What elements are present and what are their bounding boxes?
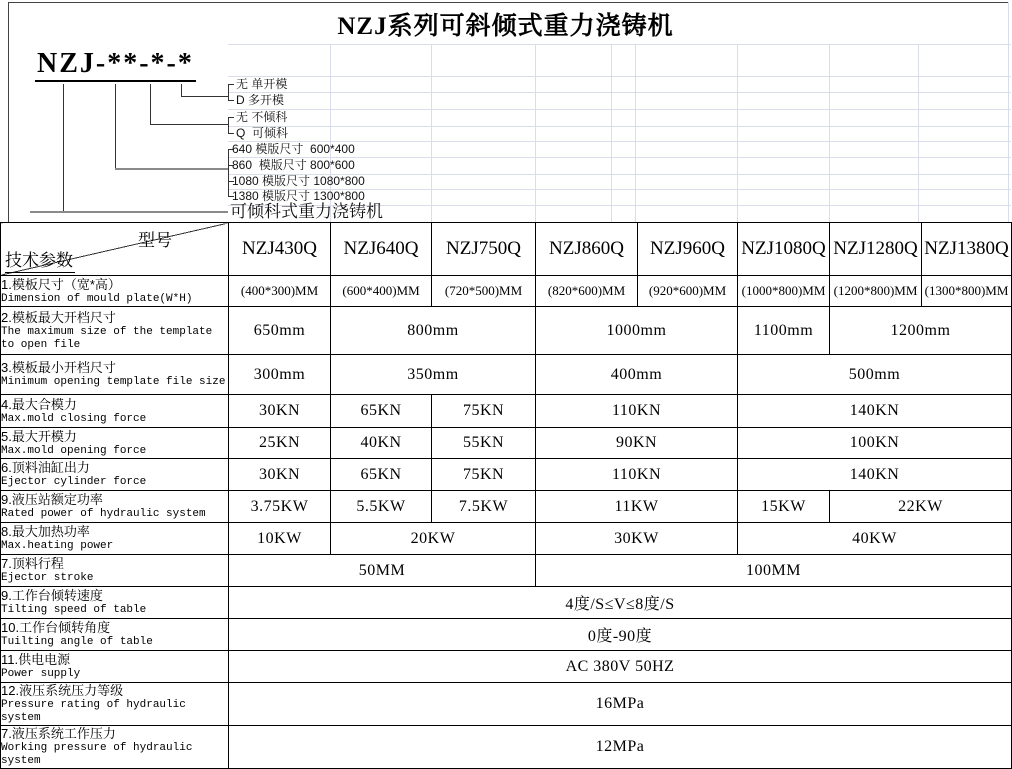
param-value: 22KW bbox=[830, 491, 1012, 523]
table-row bbox=[1, 428, 1012, 459]
gridline bbox=[829, 44, 830, 222]
table-row bbox=[1, 355, 1012, 395]
param-value: 30KW bbox=[536, 523, 738, 555]
param-value: 30KN bbox=[229, 459, 331, 491]
param-value: (720*500)MM bbox=[432, 276, 536, 307]
column-header: NZJ960Q bbox=[638, 223, 738, 276]
param-value: 400mm bbox=[536, 355, 738, 395]
param-label-zh: 8.最大加热功率 bbox=[1, 524, 90, 539]
diagram-option-mold-open-type: 无 单开模 bbox=[236, 77, 288, 91]
param-label-en: Max.mold closing force bbox=[1, 412, 147, 425]
param-value: (600*400)MM bbox=[331, 276, 432, 307]
bracket-tick bbox=[228, 100, 234, 101]
param-label bbox=[1, 428, 229, 459]
param-value: 110KN bbox=[536, 395, 738, 428]
param-value: (920*600)MM bbox=[638, 276, 738, 307]
param-label bbox=[1, 523, 229, 555]
tree-line bbox=[115, 168, 228, 170]
param-label-en: Ejector cylinder force bbox=[1, 476, 147, 488]
param-value: 350mm bbox=[331, 355, 536, 395]
param-value: AC 380V 50HZ bbox=[229, 651, 1012, 683]
corner-label-model: 型号 bbox=[138, 231, 172, 250]
param-value: 50MM bbox=[229, 555, 536, 587]
param-label-zh: 1.模板尺寸（宽*高） bbox=[1, 276, 121, 292]
bracket-tick bbox=[228, 117, 234, 118]
param-label bbox=[1, 491, 229, 523]
param-label-zh: 9.工作台倾转速度 bbox=[1, 588, 103, 603]
param-label-en: Power supply bbox=[1, 668, 81, 680]
gridline bbox=[611, 44, 612, 222]
model-code: NZJ-**-*-* bbox=[35, 49, 196, 82]
param-label-en: Pressure rating of hydraulic system bbox=[1, 699, 186, 724]
param-label-zh: 12.液压系统压力等级 bbox=[1, 683, 124, 698]
param-label bbox=[1, 651, 229, 683]
column-header: NZJ1280Q bbox=[830, 223, 922, 276]
param-label bbox=[1, 726, 229, 769]
bracket-tick bbox=[228, 84, 234, 85]
table-row bbox=[1, 459, 1012, 491]
param-label-en: Rated power of hydraulic system bbox=[1, 508, 206, 520]
table-row bbox=[1, 651, 1012, 683]
param-value: 0度-90度 bbox=[229, 619, 1012, 651]
param-value: 500mm bbox=[738, 355, 1012, 395]
table-row bbox=[1, 491, 1012, 523]
column-header: NZJ750Q bbox=[432, 223, 536, 276]
param-value: 25KN bbox=[229, 428, 331, 459]
sheet-top-border bbox=[8, 2, 1008, 3]
gridline bbox=[228, 126, 1011, 127]
table-row bbox=[1, 523, 1012, 555]
corner-label-params: 技术参数 bbox=[5, 246, 75, 273]
param-label-zh: 5.最大开模力 bbox=[1, 428, 77, 444]
diagram-option-template-size: 1080 模版尺寸 1080*800 bbox=[232, 174, 365, 188]
table-row bbox=[1, 395, 1012, 428]
param-label-zh: 7.液压系统工作压力 bbox=[1, 726, 116, 741]
diagram-option-template-size: 860 模版尺寸 800*600 bbox=[232, 158, 355, 172]
gridline bbox=[228, 76, 1011, 77]
machine-name-label: 可倾科式重力浇铸机 bbox=[230, 202, 383, 221]
param-value: 1000mm bbox=[536, 307, 738, 355]
param-label-zh: 4.最大合模力 bbox=[1, 396, 77, 412]
diagram-option-mold-open-type: D 多开模 bbox=[236, 93, 285, 107]
param-label-zh: 2.模板最大开档尺寸 bbox=[1, 309, 116, 325]
param-value: 140KN bbox=[738, 395, 1012, 428]
diagram-option-tilt-type: Q 可倾科 bbox=[236, 126, 289, 140]
param-value: 11KW bbox=[536, 491, 738, 523]
bracket-tick bbox=[228, 133, 234, 134]
tree-line bbox=[181, 84, 182, 96]
column-header: NZJ1380Q bbox=[922, 223, 1012, 276]
param-label bbox=[1, 355, 229, 395]
tree-line bbox=[181, 96, 228, 97]
param-value: 65KN bbox=[331, 395, 432, 428]
spec-table bbox=[0, 222, 1012, 769]
param-label bbox=[1, 555, 229, 587]
tree-line bbox=[115, 84, 116, 169]
gridline bbox=[228, 92, 1011, 93]
tree-line bbox=[150, 84, 151, 124]
param-label-zh: 10.工作台倾转角度 bbox=[1, 620, 111, 635]
param-value: 75KN bbox=[432, 395, 536, 428]
param-value: 100MM bbox=[536, 555, 1012, 587]
param-label-zh: 6.顶料油缸出力 bbox=[1, 460, 90, 475]
diagram-option-template-size: 640 模版尺寸 600*400 bbox=[232, 142, 355, 156]
param-value: 75KN bbox=[432, 459, 536, 491]
param-value: 16MPa bbox=[229, 683, 1012, 726]
param-label bbox=[1, 619, 229, 651]
param-value: 15KW bbox=[738, 491, 830, 523]
param-label-zh: 9.液压站额定功率 bbox=[1, 492, 103, 507]
param-label-en: Tilting speed of table bbox=[1, 604, 147, 616]
table-row bbox=[1, 683, 1012, 726]
param-value: 110KN bbox=[536, 459, 738, 491]
param-label-zh: 11.供电电源 bbox=[1, 652, 71, 667]
param-value: 3.75KW bbox=[229, 491, 331, 523]
table-row bbox=[1, 555, 1012, 587]
column-header: NZJ640Q bbox=[331, 223, 432, 276]
param-label bbox=[1, 395, 229, 428]
param-value: 40KN bbox=[331, 428, 432, 459]
param-value: 650mm bbox=[229, 307, 331, 355]
param-label-en: Ejector stroke bbox=[1, 572, 94, 584]
param-value: 300mm bbox=[229, 355, 331, 395]
gridline bbox=[918, 44, 919, 222]
gridline bbox=[635, 44, 636, 222]
param-label bbox=[1, 459, 229, 491]
bracket-line bbox=[228, 149, 229, 197]
param-label-en: Dimension of mould plate(W*H) bbox=[1, 292, 193, 305]
param-label-en: Minimum opening template file size bbox=[1, 376, 226, 388]
gridline bbox=[737, 44, 738, 222]
param-value: 1200mm bbox=[830, 307, 1012, 355]
param-label bbox=[1, 276, 229, 307]
tree-line bbox=[150, 124, 228, 125]
param-value: (1200*800)MM bbox=[830, 276, 922, 307]
bracket-line bbox=[228, 117, 229, 134]
param-value: 100KN bbox=[738, 428, 1012, 459]
diagram-option-template-size: 1380 模版尺寸 1300*800 bbox=[232, 189, 365, 203]
table-row bbox=[1, 726, 1012, 769]
param-value: 10KW bbox=[229, 523, 331, 555]
param-value: (1000*800)MM bbox=[738, 276, 830, 307]
bracket-line bbox=[228, 84, 229, 101]
table-row bbox=[1, 276, 1012, 307]
column-header: NZJ1080Q bbox=[738, 223, 830, 276]
param-value: 4度/S≤V≤8度/S bbox=[229, 587, 1012, 619]
tree-line bbox=[63, 84, 64, 212]
param-value: 90KN bbox=[536, 428, 738, 459]
param-value: 12MPa bbox=[229, 726, 1012, 769]
param-value: 7.5KW bbox=[432, 491, 536, 523]
page-title: NZJ系列可斜倾式重力浇铸机 bbox=[337, 13, 674, 40]
param-value: 1100mm bbox=[738, 307, 830, 355]
param-label bbox=[1, 587, 229, 619]
param-label-en: Max.mold opening force bbox=[1, 444, 147, 457]
table-row bbox=[1, 619, 1012, 651]
param-value: 140KN bbox=[738, 459, 1012, 491]
table-row bbox=[1, 307, 1012, 355]
param-value: (820*600)MM bbox=[536, 276, 638, 307]
param-value: (1300*800)MM bbox=[922, 276, 1012, 307]
column-header: NZJ860Q bbox=[536, 223, 638, 276]
param-label-en: The maximum size of the template to open file bbox=[1, 325, 213, 351]
param-label-en: Working pressure of hydraulic system bbox=[1, 742, 193, 767]
param-value: 20KW bbox=[331, 523, 536, 555]
param-label-en: Max.heating power bbox=[1, 540, 114, 552]
param-label-zh: 3.模板最小开档尺寸 bbox=[1, 360, 116, 375]
table-header-row bbox=[1, 223, 1012, 276]
gridline bbox=[228, 44, 1011, 45]
param-label bbox=[1, 683, 229, 726]
corner-cell bbox=[1, 223, 229, 276]
gridline bbox=[431, 44, 432, 222]
param-label bbox=[1, 307, 229, 355]
param-value: (400*300)MM bbox=[229, 276, 331, 307]
param-value: 5.5KW bbox=[331, 491, 432, 523]
tree-line bbox=[30, 211, 228, 213]
gridline bbox=[535, 44, 536, 222]
table-row bbox=[1, 587, 1012, 619]
diagram-option-tilt-type: 无 不倾科 bbox=[236, 110, 288, 124]
model-code-diagram bbox=[0, 44, 1011, 222]
param-label-zh: 7.顶料行程 bbox=[1, 556, 64, 571]
param-value: 65KN bbox=[331, 459, 432, 491]
gridline bbox=[228, 109, 1011, 110]
column-header: NZJ430Q bbox=[229, 223, 331, 276]
param-value: 800mm bbox=[331, 307, 536, 355]
param-value: 30KN bbox=[229, 395, 331, 428]
param-value: 40KW bbox=[738, 523, 1012, 555]
param-value: 55KN bbox=[432, 428, 536, 459]
param-label-en: Tuilting angle of table bbox=[1, 636, 153, 648]
